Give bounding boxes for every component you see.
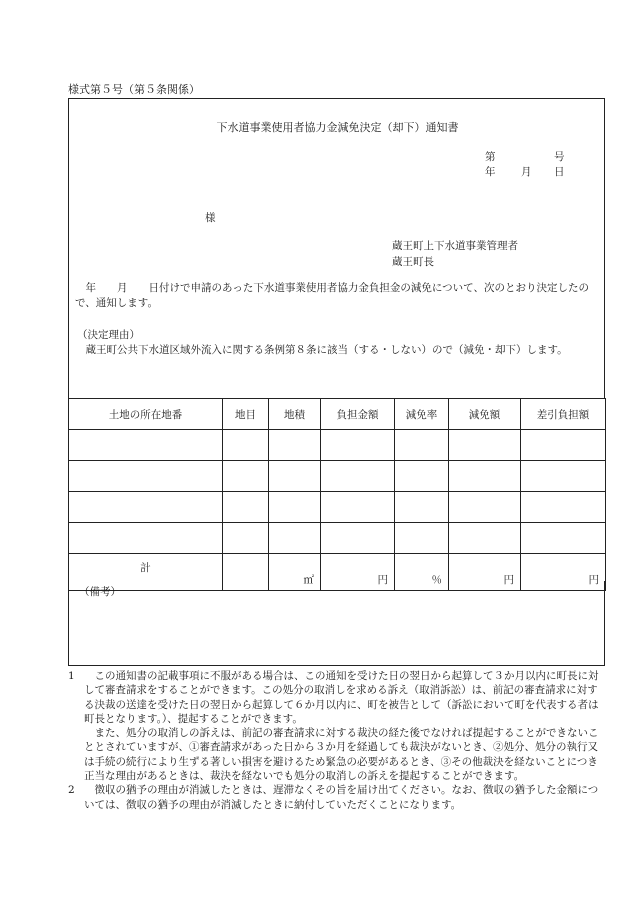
reason-heading: （決定理由） [77,329,140,341]
table-row [69,461,606,492]
header-land-category: 地目 [223,399,269,430]
note-paragraph: また、処分の取消しの訴えは、前記の審査請求に対する裁決の経た後でなければ提起することができないこととされていますが、①審査請求があった日から３か月を経過しても裁決がないとき、②処分、処分の執行又は手続の続行により生ずる著しい損害を避けるため緊急の必要があるとき、③その他裁決を経ないことにつき正当な理由があるときは、裁決を経ないでも処分の取消しの訴えを提起することができます。 [84,727,599,783]
notice-frame [68,98,605,398]
note-1 [68,669,608,783]
recipient-suffix: 様 [205,212,216,224]
header-charge-amount: 負担金額 [321,399,395,430]
doc-number-suffix: 号 [554,151,565,163]
note-2 [68,783,608,812]
note-number: 1 [68,670,75,682]
total-rate-unit: ％ [395,554,449,591]
header-location: 土地の所在地番 [69,399,223,430]
note-number: 2 [68,784,75,797]
total-area-unit: ㎡ [269,554,321,591]
document-title: 下水道事業使用者協力金減免決定（却下）通知書 [216,121,459,134]
date-month: 月 [521,166,532,178]
table-header-row [69,399,606,430]
reason-text: 蔵王町公共下水道区域外流入に関する条例第８条に該当（する・しない）ので（減免・却下）します。 [75,344,568,356]
header-area: 地積 [269,399,321,430]
table-row [69,523,606,554]
header-reduction-amount: 減免額 [449,399,521,430]
issuer-line2: 蔵王町長 [392,256,434,268]
fee-table [68,398,605,591]
table-row [69,492,606,523]
notes-section [68,669,608,812]
remarks-label: （備考） [79,586,121,598]
date-year: 年 [485,166,496,178]
note-paragraph: 徴収の猶予の理由が消滅したときは、遅滞なくその旨を届け出てください。なお、徴収の猶予した金額については、徴収の猶予の理由が消滅したときに納付していただくことになります。 [84,784,599,811]
total-reduction-unit: 円 [449,554,521,591]
table-row [69,430,606,461]
doc-number-prefix: 第 [485,151,496,163]
header-net-charge: 差引負担額 [521,399,606,430]
total-charge-unit: 円 [321,554,395,591]
issuer-line1: 蔵王町上下水道事業管理者 [392,240,518,252]
date-day: 日 [554,166,565,178]
form-number: 様式第５号（第５条関係） [68,83,200,96]
total-label: 計 [69,554,223,591]
note-paragraph: この通知書の記載事項に不服がある場合は、この通知を受けた日の翌日から起算して３か月以内に町長に対して審査請求をすることができます。この処分の取消しを求める訴え（取消訴訟）は、前記の審査請求に対する決裁の送達を受けた日の翌日から起算して６か月以内に、町を被告として（訴訟において町を代表する者は町長となります。）、提起することができます。 [84,670,599,725]
remarks-box [68,581,605,666]
total-net-unit: 円 [521,554,606,591]
header-reduction-rate: 減免率 [395,399,449,430]
body-paragraph: 年 月 日付けで申請のあった下水道事業使用者協力金負担金の減免について、次のとおり決定したので、通知します。 [75,282,589,309]
